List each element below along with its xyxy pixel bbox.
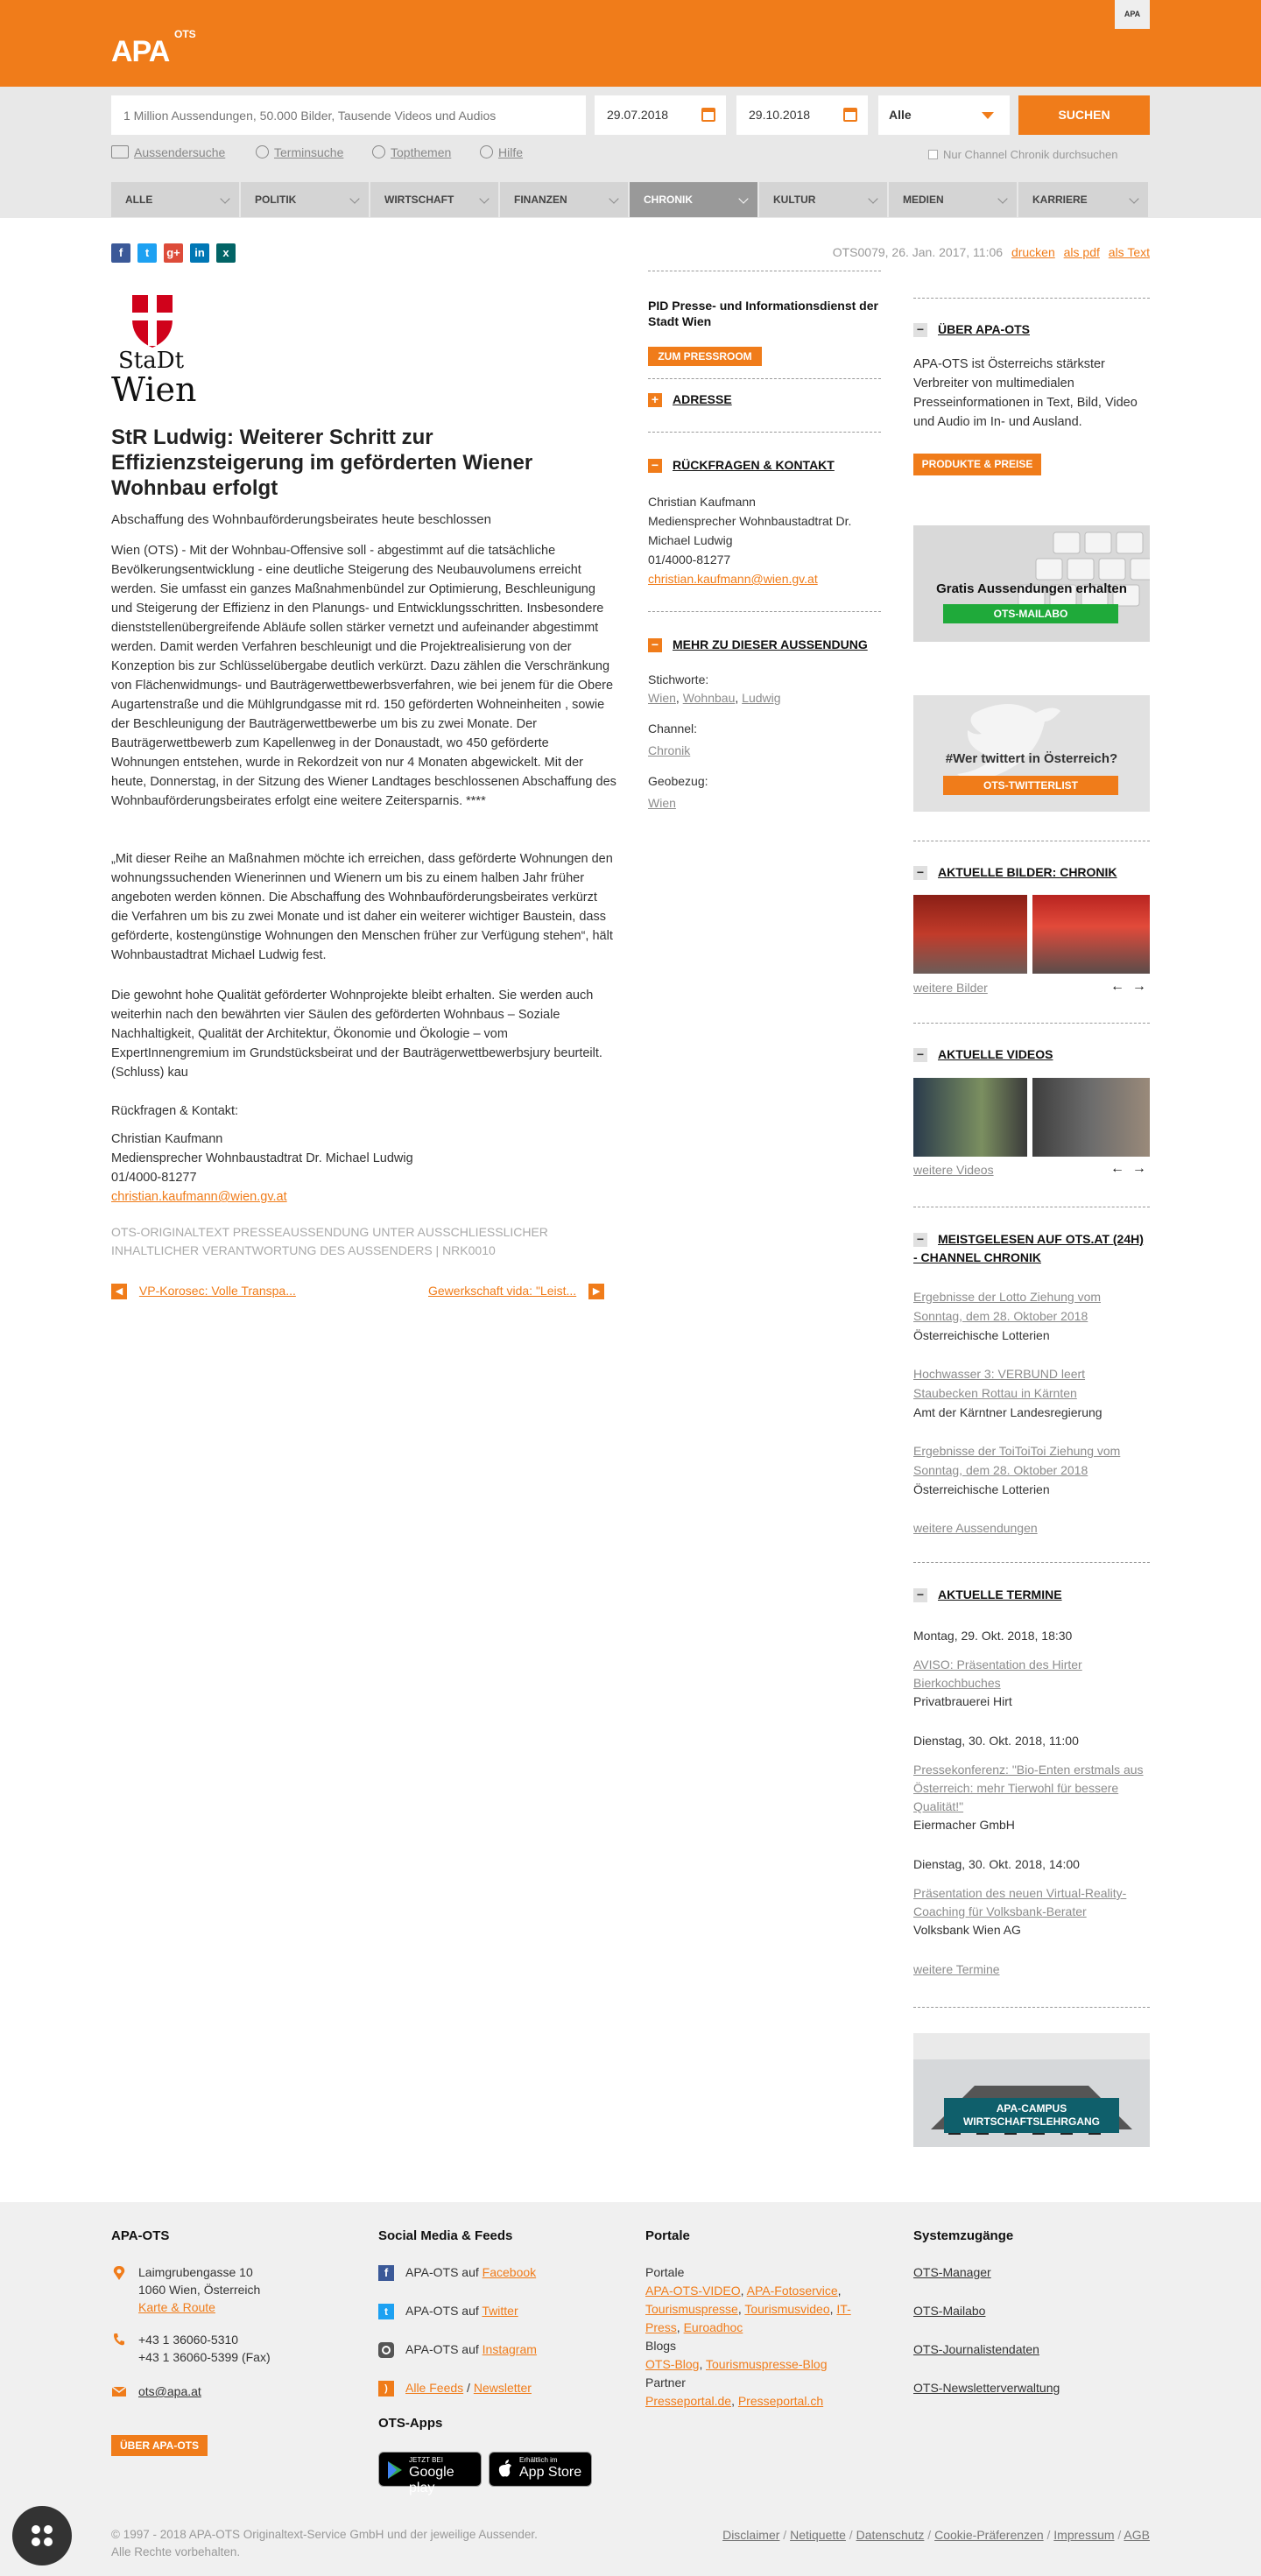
calendar-icon[interactable]: [701, 108, 715, 122]
address-line: Laimgrubengasse 10: [138, 2265, 253, 2279]
section-heading: RÜCKFRAGEN & KONTAKT: [673, 458, 835, 472]
twitterlist-button[interactable]: OTS-TWITTERLIST: [943, 776, 1118, 795]
category-tab[interactable]: [889, 182, 1018, 217]
minus-icon: −: [913, 1588, 927, 1602]
divider: [648, 378, 881, 379]
video-thumb[interactable]: [913, 1078, 1027, 1157]
release-tags: Stichworte: Wien, Wohnbau, Ludwig Channel: Chronik Geobezug: Wien: [648, 671, 881, 813]
mailabo-banner[interactable]: [913, 525, 1150, 642]
section-heading: MEISTGELESEN AUF OTS.AT (24H) - CHANNEL CHRONIK: [913, 1232, 1144, 1264]
google-play-icon: [386, 2460, 404, 2480]
videos-heading[interactable]: [913, 1047, 1053, 1062]
top-bar: [0, 0, 1261, 87]
mail-icon: [111, 2383, 127, 2399]
minus-icon: −: [913, 866, 927, 880]
geo-link[interactable]: Wien: [648, 796, 676, 810]
plus-icon: +: [648, 393, 662, 407]
address-line: 1060 Wien, Österreich: [138, 2283, 261, 2297]
more-pictures-link[interactable]: weitere Bilder: [913, 981, 988, 995]
cookie-settings-button[interactable]: [12, 2506, 72, 2565]
mailabo-caption: Gratis Aussendungen erhalten: [936, 581, 1127, 596]
feeds-link[interactable]: Alle Feeds: [405, 2381, 464, 2395]
portale-label: Portale: [645, 2265, 685, 2279]
chevron-down-icon: [1129, 194, 1138, 203]
portal-link[interactable]: APA-OTS-VIDEO: [645, 2284, 741, 2298]
footer-heading: Portale: [645, 2228, 690, 2243]
google-plus-icon[interactable]: [164, 243, 183, 263]
calendar-icon[interactable]: [843, 108, 857, 122]
pictures-heading[interactable]: [913, 865, 1117, 880]
mailabo-button[interactable]: OTS-MAILABO: [943, 604, 1118, 623]
google-play-button[interactable]: [378, 2452, 482, 2495]
arrow-right-icon[interactable]: ▶: [588, 1284, 604, 1299]
partner-label: Partner: [645, 2375, 686, 2389]
more-videos-link[interactable]: weitere Videos: [913, 1163, 994, 1177]
event-item: [913, 1855, 1150, 1939]
event-org: Volksbank Wien AG: [913, 1923, 1021, 1937]
compass-icon: [372, 145, 385, 158]
arrow-right-icon[interactable]: →: [1131, 979, 1146, 994]
footer-twitter: [405, 2302, 518, 2319]
about-text: APA-OTS ist Österreichs stärkster Verbreiter von multimedialen Presseinformationen in Text, Bild, Video und Audio im In- und Ausland.: [913, 357, 1138, 429]
dots-icon: [12, 2506, 72, 2565]
category-nav: [111, 182, 1150, 217]
twitter-link[interactable]: Twitter: [482, 2304, 518, 2318]
next-release[interactable]: [428, 1284, 604, 1299]
footer-email-link[interactable]: ots@apa.at: [138, 2384, 201, 2398]
keyword-link[interactable]: Wien: [648, 691, 676, 705]
facebook-icon: f: [378, 2265, 394, 2281]
picture-thumb[interactable]: [1032, 895, 1150, 974]
tool-terminsuche[interactable]: [256, 145, 343, 159]
campus-line1: APA-CAMPUS: [996, 2102, 1067, 2115]
channel-link[interactable]: Chronik: [648, 743, 691, 757]
type-select-value: Alle: [889, 108, 912, 122]
products-button[interactable]: PRODUKTE & PREISE: [913, 454, 1041, 475]
events-heading[interactable]: [913, 1587, 1062, 1602]
legal-link[interactable]: Netiquette: [790, 2528, 846, 2542]
section-heading: ADRESSE: [673, 392, 732, 406]
more-events-link[interactable]: weitere Termine: [913, 1962, 1000, 1976]
footer-feeds: Alle Feeds / Newsletter: [405, 2381, 532, 2395]
pictures-arrows: [1110, 979, 1261, 995]
release-meta: [833, 245, 1150, 259]
store-big-text: Google play: [409, 2465, 454, 2495]
divider: [913, 298, 1150, 299]
clock-icon: [256, 145, 269, 158]
social-prefix: APA-OTS auf: [405, 2265, 483, 2279]
tool-label: Aussendersuche: [134, 145, 226, 159]
portal-link[interactable]: Tourismusvideo: [744, 2302, 830, 2316]
middle-contact: [648, 492, 881, 588]
system-link[interactable]: OTS-Manager: [913, 2265, 991, 2279]
site-footer: [0, 2202, 1261, 2576]
mostread-item: [913, 1364, 1150, 1422]
icon-glyph: in: [194, 246, 205, 259]
checkbox-box[interactable]: [928, 150, 938, 159]
category-tab[interactable]: [630, 182, 759, 217]
date-to-field[interactable]: [736, 95, 868, 135]
linkedin-icon[interactable]: [190, 243, 209, 263]
category-tab[interactable]: [1018, 182, 1148, 217]
minus-icon: −: [648, 459, 662, 473]
event-title-link[interactable]: Pressekonferenz: "Bio-Enten erstmals aus Österreich: mehr Tierwohl für bessere Qualität!": [913, 1763, 1144, 1813]
category-tab[interactable]: [370, 182, 500, 217]
checkbox-label: Nur Channel Chronik durchsuchen: [943, 148, 1118, 161]
chevron-down-icon: [479, 194, 489, 203]
fax-number: +43 1 36060-5399 (Fax): [138, 2350, 271, 2364]
section-heading: MEHR ZU DIESER AUSSENDUNG: [673, 637, 868, 651]
channel-only-checkbox[interactable]: [928, 148, 1117, 161]
mostread-item: [913, 1441, 1150, 1499]
legal-link[interactable]: Impressum: [1053, 2528, 1115, 2542]
release-id-date: OTS0079, 26. Jan. 2017, 11:06: [832, 245, 1004, 259]
legal-link[interactable]: Datenschutz: [856, 2528, 925, 2542]
instagram-icon: [378, 2342, 394, 2358]
event-title-link[interactable]: AVISO: Präsentation des Hirter Bierkochbuches: [913, 1658, 1082, 1690]
legal-link[interactable]: Disclaimer: [722, 2528, 780, 2542]
about-heading[interactable]: [913, 322, 1030, 337]
mostread-source: Amt der Kärntner Landesregierung: [913, 1405, 1102, 1419]
contact-toggle[interactable]: [648, 458, 835, 473]
newsletter-link[interactable]: Newsletter: [473, 2381, 532, 2395]
arrow-left-icon[interactable]: ←: [1110, 1161, 1124, 1176]
category-tab[interactable]: [111, 182, 241, 217]
divider: [913, 2007, 1150, 2008]
facebook-link[interactable]: Facebook: [482, 2265, 537, 2279]
section-heading: ÜBER APA-OTS: [938, 322, 1030, 336]
section-heading: AKTUELLE BILDER: CHRONIK: [938, 865, 1117, 879]
next-release-link[interactable]: Gewerkschaft vida: "Leist...: [428, 1284, 577, 1298]
ots-originaltext-note: OTS-ORIGINALTEXT PRESSEAUSSENDUNG UNTER AUSSCHLIESSLICHER INHALTLICHER VERANTWORTUNG DES AUSSENDERS | NRK0010: [111, 1225, 548, 1257]
category-label: WIRTSCHAFT: [384, 194, 454, 206]
event-item: [913, 1732, 1150, 1834]
article-paragraph-1: Wien (OTS) - Mit der Wohnbau-Offensive soll - abgestimmt auf die tatsächliche Bevölkerungsentwicklung - eine deutliche Steigerung des Neubauvolumens erreicht werden. Sie umfasst ein ganzes Maßnahmenbündel zur Optimierung, Beschleunigung und Steigerung der Effizienz in den Planungs- und Entwicklungsschritten. Insbesondere dienststellenübergreifende Abläufe sollen stärker vernetzt und aufeinander abgestimmt werden. Damit werden Verfahren beschleunigt und die Projektrealisierung von der Konzeption bis zur Schlüsselübergabe deutlich verkürzt. Dazu zählen die Verschränkung von Flächenwidmungs- und Bauträgerwettbewerbsverfahren, wie bei jenem für die Obere Augartenstraße und die Mühlgrundgasse mit rd. 150 geförderten Wohneinheiten , sowie der Beschleunigung der Bauträgerwettbewerbe um bis zu zwei Monate. Der Bauträgerwettbewerb zum Kapellenweg in der Donaustadt, wo 450 geförderte Wohnungen entstehen, wurde in Rekordzeit von nur 4 Monaten abgewickelt. Mit der heute, Donnerstag, in der Sitzung des Wiener Landtages beschlossenen Abschaffung des Wohnbauförderungsbeirates erfolgt eine weitere Zeitersparnis. ****: [111, 544, 616, 808]
footer-phones: [138, 2331, 271, 2366]
tool-topthemen[interactable]: [372, 145, 451, 159]
mostread-list: [913, 1287, 1150, 1538]
category-label: MEDIEN: [903, 194, 944, 206]
icon-glyph: f: [118, 246, 123, 259]
type-select[interactable]: [878, 95, 1010, 135]
contact-role: Mediensprecher Wohnbaustadtrat Dr. Michael Ludwig: [648, 514, 852, 547]
events-list: [913, 1627, 1150, 1979]
divider: [913, 1023, 1150, 1024]
category-tab[interactable]: [241, 182, 370, 217]
rss-icon: ): [378, 2381, 394, 2397]
minus-icon: −: [913, 323, 927, 337]
event-title-link[interactable]: Präsentation des neuen Virtual-Reality-Coaching für Volksbank-Berater: [913, 1886, 1127, 1918]
wien-logo-line2: Wien: [111, 370, 197, 409]
section-heading: AKTUELLE TERMINE: [938, 1587, 1062, 1601]
prev-release-link[interactable]: VP-Korosec: Volle Transpa...: [138, 1284, 296, 1298]
store-big-text: App Store: [519, 2465, 582, 2480]
legal-links: Disclaimer / Netiquette / Datenschutz / Cookie-Präferenzen / Impressum / AGB: [722, 2528, 1150, 2542]
article-headline: StR Ludwig: Weiterer Schritt zur Effizienzsteigerung im geförderten Wiener Wohnbau erfolgt: [111, 426, 533, 500]
category-label: KARRIERE: [1032, 194, 1088, 206]
date-from-field[interactable]: [595, 95, 726, 135]
divider: [648, 432, 881, 433]
apa-ots-logo[interactable]: [111, 26, 196, 68]
more-releases-link[interactable]: weitere Aussendungen: [913, 1521, 1038, 1535]
contact-name: Christian Kaufmann: [111, 1132, 223, 1146]
system-link[interactable]: OTS-Newsletterverwaltung: [913, 2381, 1060, 2395]
keywords-label: Stichworte:: [648, 672, 709, 686]
category-tab[interactable]: [759, 182, 889, 217]
twitter-icon: t: [378, 2304, 394, 2319]
portal-link[interactable]: APA-Fotoservice: [746, 2284, 838, 2298]
campus-line2: WIRTSCHAFTSLEHRGANG: [963, 2115, 1100, 2128]
arrow-left-icon[interactable]: ←: [1110, 979, 1124, 994]
event-item: [913, 1627, 1150, 1711]
chevron-down-icon: [738, 194, 748, 203]
mostread-title-link[interactable]: Ergebnisse der Lotto Ziehung vom Sonntag, dem 28. Oktober 2018: [913, 1290, 1102, 1323]
print-link[interactable]: drucken: [1011, 245, 1055, 259]
keyword-link[interactable]: Wohnbau: [682, 691, 736, 705]
prev-release[interactable]: [111, 1284, 296, 1299]
category-label: KULTUR: [773, 194, 816, 206]
blogs-label: Blogs: [645, 2339, 677, 2353]
logo-apa-text: APA: [111, 35, 170, 68]
event-org: Eiermacher GmbH: [913, 1818, 1015, 1832]
wien-logo-line1: StaDt: [118, 348, 185, 374]
tool-label: Topthemen: [391, 145, 452, 159]
app-store-button[interactable]: [489, 2452, 592, 2487]
mostread-title-link[interactable]: Ergebnisse der ToiToiToi Ziehung vom Sonntag, dem 28. Oktober 2018: [913, 1444, 1121, 1477]
article-paragraph-3: Die gewohnt hohe Qualität geförderter Wohnprojekte bleibt erhalten. Sie werden auch weiterhin nach den bewährten vier Säulen des geförderten Wohnbaus – Soziale Nachhaltigkeit, Qualität der Architektur, Ökonomie und Ökologie – vom ExpertInnengremium im Grundstücksbeirat und der Bauträgerwettbewerbsjury beurteilt. (Schluss) kau: [111, 989, 602, 1080]
event-date: Montag, 29. Okt. 2018, 18:30: [913, 1629, 1073, 1643]
chevron-down-icon: [997, 194, 1007, 203]
footer-heading: Social Media & Feeds: [378, 2228, 513, 2243]
divider: [648, 611, 881, 612]
search-input[interactable]: [111, 95, 586, 135]
store-small-text: JETZT BEI: [409, 2456, 443, 2464]
address-toggle[interactable]: [648, 392, 732, 407]
twitter-caption: #Wer twittert in Österreich?: [945, 751, 1118, 766]
arrow-right-icon[interactable]: →: [1131, 1161, 1146, 1176]
phone-number: +43 1 36060-5310: [138, 2333, 239, 2347]
legal-link[interactable]: AGB: [1124, 2528, 1150, 2542]
date-to-value: 29.10.2018: [749, 108, 811, 122]
footer-address: [138, 2263, 260, 2316]
twitterlist-banner[interactable]: [913, 695, 1150, 812]
event-date: Dienstag, 30. Okt. 2018, 14:00: [913, 1857, 1080, 1871]
mostread-source: Österreichische Lotterien: [913, 1482, 1050, 1496]
social-prefix: APA-OTS auf: [405, 2342, 483, 2356]
more-toggle[interactable]: [648, 637, 868, 652]
mostread-title-link[interactable]: Hochwasser 3: VERBUND leert Staubecken Rottau in Kärnten: [913, 1367, 1086, 1400]
logo-ots-text: OTS: [174, 28, 196, 40]
portal-link[interactable]: Euroadhoc: [683, 2320, 743, 2334]
sender-name: PID Presse- und Informationsdienst der Stadt Wien: [648, 299, 878, 328]
legal-link[interactable]: Cookie-Präferenzen: [934, 2528, 1044, 2542]
icon-glyph: x: [222, 246, 229, 259]
contact-phone: 01/4000-81277: [648, 553, 731, 567]
campus-label[interactable]: [944, 2098, 1119, 2133]
icon-glyph: g+: [166, 246, 180, 259]
minus-icon: −: [913, 1233, 927, 1247]
category-label: POLITIK: [255, 194, 297, 206]
building-icon: [111, 145, 129, 158]
footer-heading: APA-OTS: [111, 2228, 170, 2243]
text-link[interactable]: als Text: [1108, 245, 1150, 259]
category-tab[interactable]: [500, 182, 630, 217]
video-thumb[interactable]: [1032, 1078, 1150, 1157]
apa-campus-banner[interactable]: [913, 2033, 1150, 2147]
pdf-link[interactable]: als pdf: [1063, 245, 1100, 259]
mostread-heading[interactable]: [913, 1230, 1150, 1267]
about-apa-ots-button[interactable]: ÜBER APA-OTS: [111, 2435, 208, 2456]
apa-corner-logo[interactable]: APA: [1115, 0, 1150, 29]
blog-link[interactable]: Tourismuspresse-Blog: [706, 2357, 828, 2371]
chevron-down-icon: [982, 112, 994, 119]
category-label: CHRONIK: [644, 194, 693, 206]
channel-label: Channel:: [648, 721, 698, 735]
chevron-down-icon: [609, 194, 618, 203]
portal-link[interactable]: Tourismuspresse: [645, 2302, 738, 2316]
category-label: FINANZEN: [514, 194, 567, 206]
map-pin-icon: [111, 2265, 127, 2281]
portal-link[interactable]: IT-Press: [645, 2302, 851, 2334]
videos-arrows: [1110, 1161, 1261, 1177]
info-icon: [480, 145, 493, 158]
system-link[interactable]: OTS-Mailabo: [913, 2304, 986, 2318]
footer-heading: OTS-Apps: [378, 2416, 443, 2431]
social-prefix: APA-OTS auf: [405, 2304, 483, 2318]
minus-icon: −: [648, 638, 662, 652]
arrow-left-icon[interactable]: ◀: [111, 1284, 127, 1299]
tool-hilfe[interactable]: [480, 145, 523, 159]
instagram-link[interactable]: Instagram: [482, 2342, 537, 2356]
twitter-icon[interactable]: [137, 243, 157, 263]
footer-instagram: [405, 2340, 537, 2358]
mostread-source: Österreichische Lotterien: [913, 1328, 1050, 1342]
contact-email-link[interactable]: christian.kaufmann@wien.gv.at: [111, 1190, 287, 1204]
section-heading: AKTUELLE VIDEOS: [938, 1047, 1053, 1061]
map-link[interactable]: Karte & Route: [138, 2300, 215, 2314]
tool-label: Terminsuche: [274, 145, 344, 159]
system-link[interactable]: OTS-Journalistendaten: [913, 2342, 1039, 2356]
contact-heading: Rückfragen & Kontakt:: [111, 1104, 239, 1118]
footer-heading: Systemzugänge: [913, 2228, 1014, 2243]
pressroom-button[interactable]: ZUM PRESSROOM: [648, 347, 762, 366]
blog-link[interactable]: OTS-Blog: [645, 2357, 700, 2371]
mostread-item: [913, 1287, 1150, 1345]
footer-facebook: [405, 2263, 536, 2281]
phone-icon: [111, 2332, 127, 2347]
store-small-text: Erhältlich im: [519, 2456, 558, 2464]
event-date: Dienstag, 30. Okt. 2018, 11:00: [913, 1734, 1079, 1748]
contact-email-row: [111, 1187, 616, 1207]
contact-phone: 01/4000-81277: [111, 1171, 197, 1185]
apple-icon: [497, 2460, 513, 2479]
picture-thumb[interactable]: [913, 895, 1027, 974]
chevron-down-icon: [349, 194, 359, 203]
copyright-line: © 1997 - 2018 APA-OTS Originaltext-Service GmbH und der jeweilige Aussender.: [111, 2528, 538, 2541]
category-label: ALLE: [125, 194, 153, 206]
search-bar: [0, 87, 1261, 218]
contact-role: Mediensprecher Wohnbaustadtrat Dr. Michael Ludwig: [111, 1151, 413, 1165]
portale-block: Portale APA-OTS-VIDEO, APA-Fotoservice, Tourismuspresse, Tourismusvideo, IT-Press, Euroadhoc Blogs OTS-Blog, Tourismuspresse-Blog Partner Presseportal.de, Presseportal.ch: [645, 2263, 873, 2411]
search-button[interactable]: SUCHEN: [1018, 95, 1150, 135]
event-org: Privatbrauerei Hirt: [913, 1694, 1012, 1708]
article-paragraph-2: „Mit dieser Reihe an Maßnahmen möchte ich erreichen, dass geförderte Wohnungen den wohnungssuchenden Wienerinnen und Wienern um bis zu einem halben Jahr früher angeboten werden können. Die Abschaffung des Wohnbauförderungsbeirates verkürzt die Verfahren um bis zu zwei Monate und ist daher ein weiterer wichtiger Baustein, dass geförderte, kostengünstige Wohnungen den Menschen früher zur Verfügung stehen“, hält Wohnbaustadtrat Michael Ludwig fest.: [111, 852, 613, 962]
geo-label: Geobezug:: [648, 774, 708, 788]
minus-icon: −: [913, 1048, 927, 1062]
partner-link[interactable]: Presseportal.ch: [737, 2394, 824, 2408]
tool-label: Hilfe: [498, 145, 524, 159]
copyright-line: Alle Rechte vorbehalten.: [111, 2545, 241, 2558]
divider: [913, 1562, 1150, 1563]
share-bar: [111, 243, 236, 263]
contact-email-link[interactable]: christian.kaufmann@wien.gv.at: [648, 572, 818, 586]
chevron-down-icon: [868, 194, 877, 203]
copyright: [111, 2526, 538, 2561]
contact-name: Christian Kaufmann: [648, 495, 756, 509]
xing-icon[interactable]: [216, 243, 236, 263]
stadt-wien-logo: [111, 293, 199, 407]
partner-link[interactable]: Presseportal.de: [645, 2394, 732, 2408]
tool-aussendersuche[interactable]: [111, 145, 225, 159]
keyword-link[interactable]: Ludwig: [742, 691, 781, 705]
article-subtitle: Abschaffung des Wohnbauförderungsbeirates heute beschlossen: [111, 512, 491, 527]
chevron-down-icon: [220, 194, 229, 203]
icon-glyph: t: [144, 246, 150, 259]
date-from-value: 29.07.2018: [607, 108, 669, 122]
facebook-icon[interactable]: [111, 243, 130, 263]
